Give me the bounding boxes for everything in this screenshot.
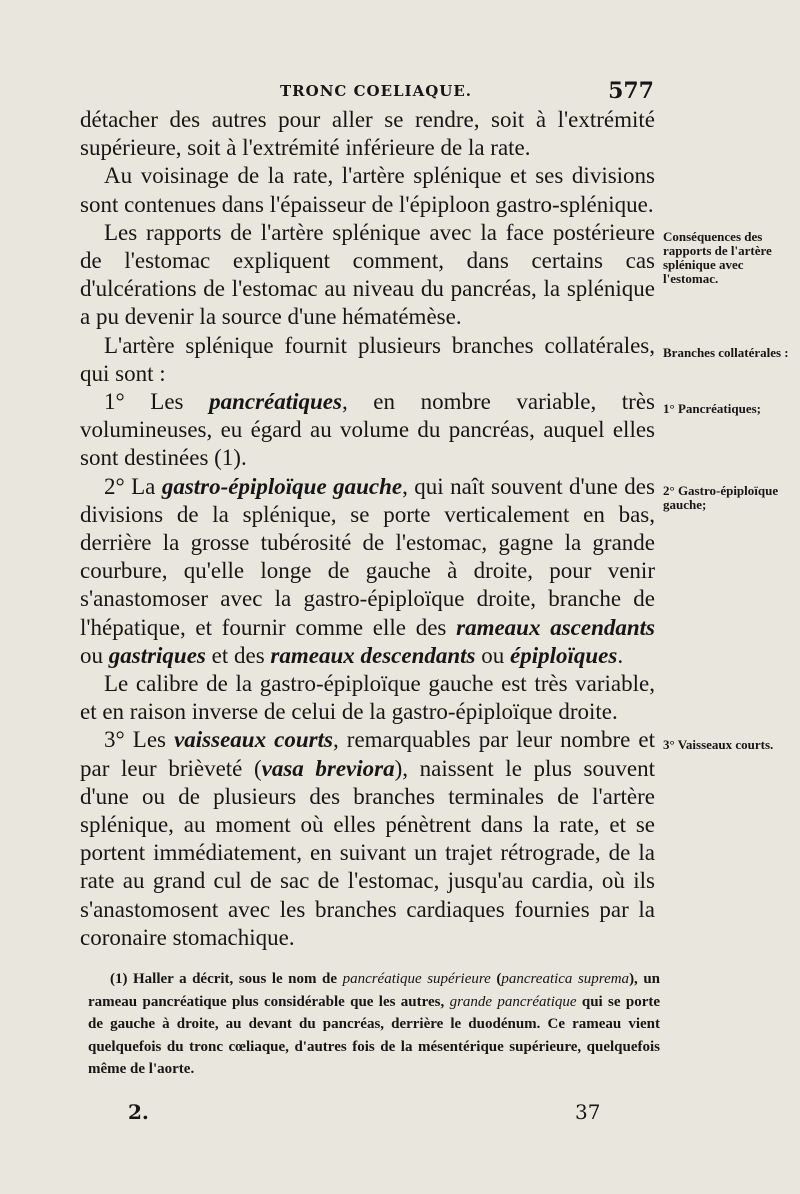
footnote-text: (1) Haller a décrit, sous le nom de pancréatique supérieure (pancreatica suprema), un rameau pancréatique plus considérable que les autres, grande pancréatique qui se porte de gauche à droite, au devant du pancréas, derrière le duodénum. Ce rameau vient quelquefois du tronc cœliaque, d'autres fois de la mésentérique supérieure, quelquefois même de l'aorte. xyxy=(88,971,661,1077)
paragraph: Le calibre de la gastro-épiploïque gauche est très variable, et en raison inverse de celui de la gastro-épiploïque droite. xyxy=(80,671,655,725)
signature-number: 37 xyxy=(575,1100,601,1124)
paragraph: 1° Les pancréatiques, en nombre variable, très volumineuses, eu égard au volume du pancréas, auquel elles sont destinées (1). xyxy=(80,389,655,471)
term: rameaux ascendants xyxy=(456,614,655,640)
term: rameaux descendants xyxy=(270,642,476,668)
paragraph: Les rapports de l'artère splénique avec la face postérieure de l'estomac expliquent comment, dans certains cas d'ulcérations de l'estomac au niveau du pancréas, la splénique a pu devenir la source d'une hématémèse. xyxy=(80,219,655,330)
paragraph: L'artère splénique fournit plusieurs branches collatérales, qui sont : xyxy=(80,332,655,386)
margin-note: 3° Vaisseaux courts. xyxy=(663,737,774,752)
running-title: TRONC COELIAQUE. xyxy=(280,82,473,100)
signature-mark: 2. xyxy=(128,1100,149,1124)
page-number: 577 xyxy=(608,78,654,104)
footnote xyxy=(88,968,660,1081)
term: vasa breviora xyxy=(261,755,395,781)
margin-note: 1° Pancréatiques; xyxy=(663,401,761,416)
term: épiploïques xyxy=(510,642,618,668)
main-text xyxy=(80,106,655,952)
term: gastriques xyxy=(108,642,206,668)
paragraph: Au voisinage de la rate, l'artère splénique et ses divisions sont contenues dans l'épaisseur de l'épiploon gastro-splénique. xyxy=(80,163,655,217)
term: vaisseaux courts xyxy=(174,727,333,753)
paragraph: 3° Les vaisseaux courts, remarquables par leur nombre et par leur brièveté (vasa breviora), naissent le plus souvent d'une ou de plusieurs des branches terminales de l'artère splénique, au moment où elles pénètrent dans la rate, et se portent immédiatement, en suivant un trajet rétrograde, de la rate au grand cul de sac de l'estomac, jusqu'au cardia, où ils s'anastomosent avec les branches cardiaques fournies par la coronaire stomachique. xyxy=(80,727,656,950)
page-header xyxy=(80,78,660,108)
margin-note: Branches collatérales : xyxy=(663,345,789,360)
paragraph: 2° La gastro-épiploïque gauche, qui naît souvent d'une des divisions de la splénique, se porte verticalement en bas, derrière la grosse tubérosité de l'estomac, gagne la grande courbure, qu'elle longe de gauche à droite, pour venir s'anastomoser avec la gastro-épiploïque droite, branche de l'hépatique, et fournir comme elle des rameaux ascendants ou gastriques et des rameaux descendants ou épiploïques. xyxy=(80,473,655,668)
margin-note: Conséquences des rapports de l'artère splénique avec l'estomac. xyxy=(663,229,772,286)
margin-note: 2° Gastro-épiploïque gauche; xyxy=(663,483,779,512)
paragraph: détacher des autres pour aller se rendre, soit à l'extrémité supérieure, soit à l'extrémité inférieure de la rate. xyxy=(80,107,655,161)
term: gastro-épiploïque gauche xyxy=(161,473,403,499)
term: pancréatiques xyxy=(209,389,342,415)
